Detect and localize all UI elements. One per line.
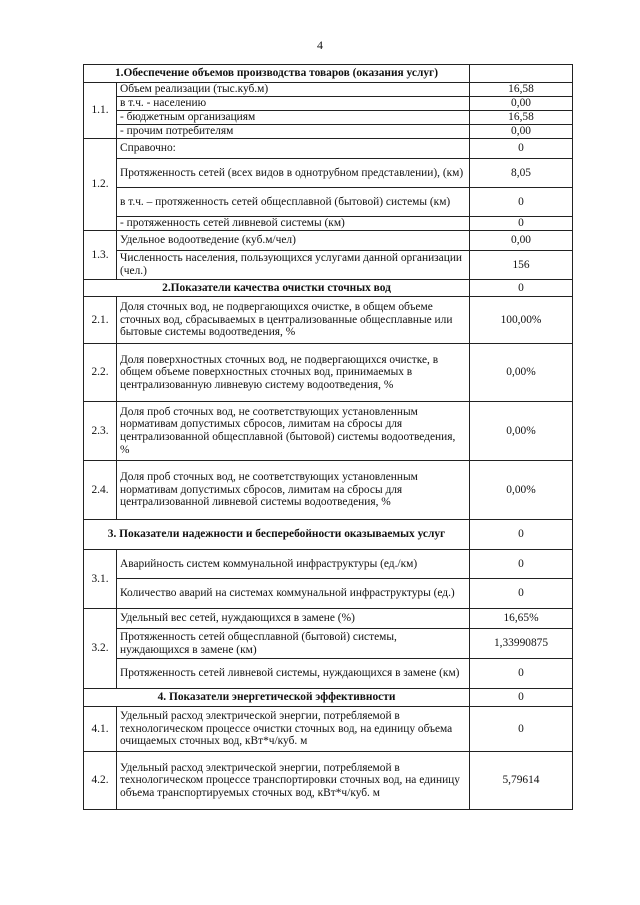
row-label: Удельное водоотведение (куб.м/чел) [117, 231, 470, 251]
row-number: 1.1. [84, 83, 117, 139]
section-header-row [84, 689, 573, 707]
row-label: Протяженность сетей общесплавной (бытовой) системы, нуждающихся в замене (км) [117, 629, 470, 659]
row-value: 0,00% [470, 344, 573, 402]
table-row [84, 707, 573, 752]
row-label: Доля поверхностных сточных вод, не подвергающихся очистке, в общем объеме поверхностных сточных вод, принимаемых в централизованную ливневую систему водоотведения, % [117, 344, 470, 402]
section-title: 4. Показатели энергетической эффективности [84, 689, 470, 707]
row-number: 1.3. [84, 231, 117, 280]
row-label: Удельный расход электрической энергии, потребляемой в технологическом процессе транспортировки сточных вод, на единицу объема транспортируемых сточных вод, кВт*ч/куб. м [117, 752, 470, 810]
row-label: Протяженность сетей ливневой системы, нуждающихся в замене (км) [117, 659, 470, 689]
row-label: Доля сточных вод, не подвергающихся очистке, в общем объеме сточных вод, сбрасываемых в централизованные общесплавные или бытовые системы водоотведения, % [117, 297, 470, 344]
row-value: 5,79614 [470, 752, 573, 810]
table-row [84, 139, 573, 159]
row-label: - прочим потребителям [117, 125, 470, 139]
row-label: Аварийность систем коммунальной инфраструктуры (ед./км) [117, 550, 470, 579]
row-label: Доля проб сточных вод, не соответствующих установленным нормативам допустимых сбросов, лимитам на сбросы для централизованной общесплавной (бытовой) системы водоотведения, % [117, 402, 470, 461]
row-value: 0 [470, 139, 573, 159]
row-value: 0,00% [470, 402, 573, 461]
table-row [84, 579, 573, 609]
row-value: 16,58 [470, 111, 573, 125]
row-number: 2.1. [84, 297, 117, 344]
row-label: Численность населения, пользующихся услугами данной организации (чел.) [117, 251, 470, 280]
table-row [84, 609, 573, 629]
page-number: 4 [317, 38, 323, 52]
row-value: 16,65% [470, 609, 573, 629]
section-title: 3. Показатели надежности и бесперебойности оказываемых услуг [84, 520, 470, 550]
row-label: Протяженность сетей (всех видов в однотрубном представлении), (км) [117, 159, 470, 188]
row-number: 1.2. [84, 139, 117, 231]
row-value: 100,00% [470, 297, 573, 344]
section-value: 0 [470, 520, 573, 550]
table-row [84, 97, 573, 111]
table-row [84, 159, 573, 188]
row-label: Удельный вес сетей, нуждающихся в замене (%) [117, 609, 470, 629]
table-row [84, 251, 573, 280]
table-row [84, 83, 573, 97]
table-row [84, 659, 573, 689]
section-title: 1.Обеспечение объемов производства товаров (оказания услуг) [84, 65, 470, 83]
section-header-row [84, 280, 573, 297]
row-value: 0,00% [470, 461, 573, 520]
row-label: Удельный расход электрической энергии, потребляемой в технологическом процессе очистки сточных вод, на единицу объема очищаемых сточных вод, кВт*ч/куб. м [117, 707, 470, 752]
row-number: 2.2. [84, 344, 117, 402]
table-row [84, 297, 573, 344]
row-value: 0,00 [470, 125, 573, 139]
table-row [84, 188, 573, 217]
row-number: 3.1. [84, 550, 117, 609]
table-row [84, 344, 573, 402]
row-value: 8,05 [470, 159, 573, 188]
row-label: - протяженность сетей ливневой системы (км) [117, 217, 470, 231]
row-value: 0 [470, 188, 573, 217]
row-value: 0 [470, 707, 573, 752]
row-number: 4.1. [84, 707, 117, 752]
row-value: 156 [470, 251, 573, 280]
table-row [84, 752, 573, 810]
table-row [84, 550, 573, 579]
table-row [84, 111, 573, 125]
indicators-table [83, 64, 573, 810]
row-value: 0 [470, 579, 573, 609]
row-number: 3.2. [84, 609, 117, 689]
row-value: 0,00 [470, 97, 573, 111]
section-header-row [84, 65, 573, 83]
row-value: 0 [470, 217, 573, 231]
row-value: 16,58 [470, 83, 573, 97]
row-number: 2.3. [84, 402, 117, 461]
section-value: 0 [470, 280, 573, 297]
row-value: 1,33990875 [470, 629, 573, 659]
row-label: в т.ч. - населению [117, 97, 470, 111]
row-value: 0 [470, 659, 573, 689]
table-row [84, 402, 573, 461]
row-value: 0 [470, 550, 573, 579]
table-row [84, 231, 573, 251]
section-value [470, 65, 573, 83]
section-title: 2.Показатели качества очистки сточных вод [84, 280, 470, 297]
table-row [84, 629, 573, 659]
row-number: 4.2. [84, 752, 117, 810]
row-label: - бюджетным организациям [117, 111, 470, 125]
table-row [84, 125, 573, 139]
table-row [84, 217, 573, 231]
row-value: 0,00 [470, 231, 573, 251]
row-label: Объем реализации (тыс.куб.м) [117, 83, 470, 97]
row-label: Доля проб сточных вод, не соответствующих установленным нормативам допустимых сбросов, лимитам на сбросы для централизованной ливневой системы водоотведения, % [117, 461, 470, 520]
row-label: Количество аварий на системах коммунальной инфраструктуры (ед.) [117, 579, 470, 609]
table-row [84, 461, 573, 520]
row-label: в т.ч. – протяженность сетей общесплавной (бытовой) системы (км) [117, 188, 470, 217]
section-header-row [84, 520, 573, 550]
row-number: 2.4. [84, 461, 117, 520]
section-value: 0 [470, 689, 573, 707]
row-label: Справочно: [117, 139, 470, 159]
